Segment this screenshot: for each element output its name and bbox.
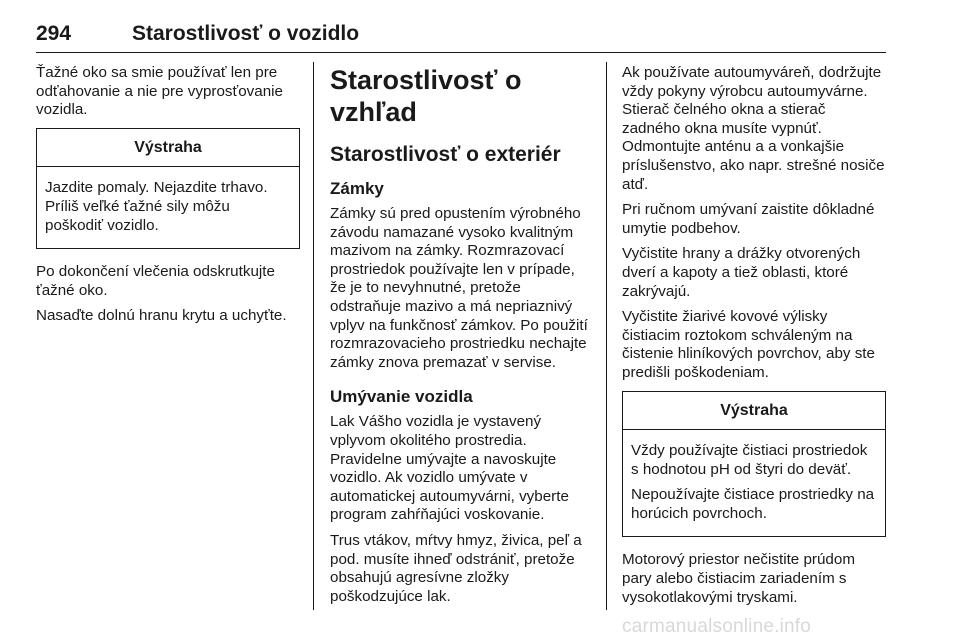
topic-heading-locks: Zámky bbox=[330, 179, 384, 198]
warning-text: Jazdite pomaly. Nejazdite trhavo. Príliš veľké ťažné sily môžu poškodiť vozidlo. bbox=[45, 179, 268, 234]
paragraph: Po dokončení vlečenia odskrutkujte ťažné oko. bbox=[36, 263, 275, 299]
paragraph: Nasaďte dolnú hranu krytu a uchyťte. bbox=[36, 307, 287, 325]
section-subheading: Starostlivosť o exteriér bbox=[330, 143, 561, 166]
paragraph: Ak používate autoumyváreň, dodržujte vždy pokyny výrobcu autoumyvárne. Stierač čelného okna a stierač zadného okna musíte vypnúť. Odmontujte anténu a a vonkajšie príslušenstvo, ako napr. strešné nosiče atď. bbox=[622, 64, 885, 193]
paragraph: Motorový priestor nečistite prúdom pary alebo čistiacim zariadením s vysokotlakovými tryskami. bbox=[622, 551, 855, 606]
watermark: carmanualsonline.info bbox=[622, 616, 812, 637]
column-left bbox=[36, 64, 300, 333]
warning-body bbox=[37, 167, 299, 248]
page-number: 294 bbox=[36, 22, 72, 45]
column-middle bbox=[330, 64, 594, 613]
warning-body bbox=[623, 430, 885, 536]
page-header bbox=[36, 18, 886, 53]
warning-box bbox=[622, 391, 886, 538]
column-divider-right bbox=[606, 62, 607, 610]
topic-heading-washing: Umývanie vozidla bbox=[330, 387, 473, 407]
paragraph: Ťažné oko sa smie používať len pre odťahovanie a nie pre vyprosťovanie vozidla. bbox=[36, 64, 283, 119]
page-title: Starostlivosť o vozidlo bbox=[132, 22, 360, 45]
warning-text: Vždy používajte čistiaci prostriedok s hodnotou pH od štyri do deväť. bbox=[631, 442, 868, 478]
paragraph: Lak Vášho vozidla je vystavený vplyvom okolitého prostredia. Pravidelne umývajte a navoskujte vozidlo. Ak vozidlo umývate v automatickej autoumyvárni, vyberte program zahŕňajúci voskovanie. bbox=[330, 413, 569, 524]
warning-box bbox=[36, 128, 300, 249]
paragraph: Pri ručnom umývaní zaistite dôkladné umytie podbehov. bbox=[622, 201, 875, 237]
paragraph: Vyčistite hrany a drážky otvorených dverí a kapoty a tiež oblasti, ktoré zakrývajú. bbox=[622, 245, 861, 300]
paragraph: Trus vtákov, mŕtvy hmyz, živica, peľ a pod. musíte ihneď odstrániť, pretože obsahujú agresívne zložky poškodzujúce lak. bbox=[330, 531, 582, 605]
warning-title: Výstraha bbox=[37, 129, 299, 168]
warning-text: Nepoužívajte čistiace prostriedky na horúcich povrchoch. bbox=[631, 486, 875, 522]
column-divider-left bbox=[313, 62, 314, 610]
paragraph: Vyčistite žiarivé kovové výlisky čistiacim roztokom schváleným na čistenie hliníkových povrchov, aby ste predišli poškodeniam. bbox=[622, 308, 875, 381]
column-right bbox=[622, 64, 886, 614]
paragraph: Zámky sú pred opustením výrobného závodu namazané vysoko kvalitným mazivom na zámky. Rozmrazovací prostriedok používajte len v prípade, že je to nevyhnutné, pretože odstraňuje mazivo a má nepriaznivý vplyv na funkčnosť zámkov. Po použití rozmrazovacieho prostriedku nechajte zámky znova premazať v servise. bbox=[330, 205, 588, 371]
section-heading: Starostlivosť o vzhľad bbox=[330, 65, 522, 127]
warning-title: Výstraha bbox=[623, 392, 885, 431]
